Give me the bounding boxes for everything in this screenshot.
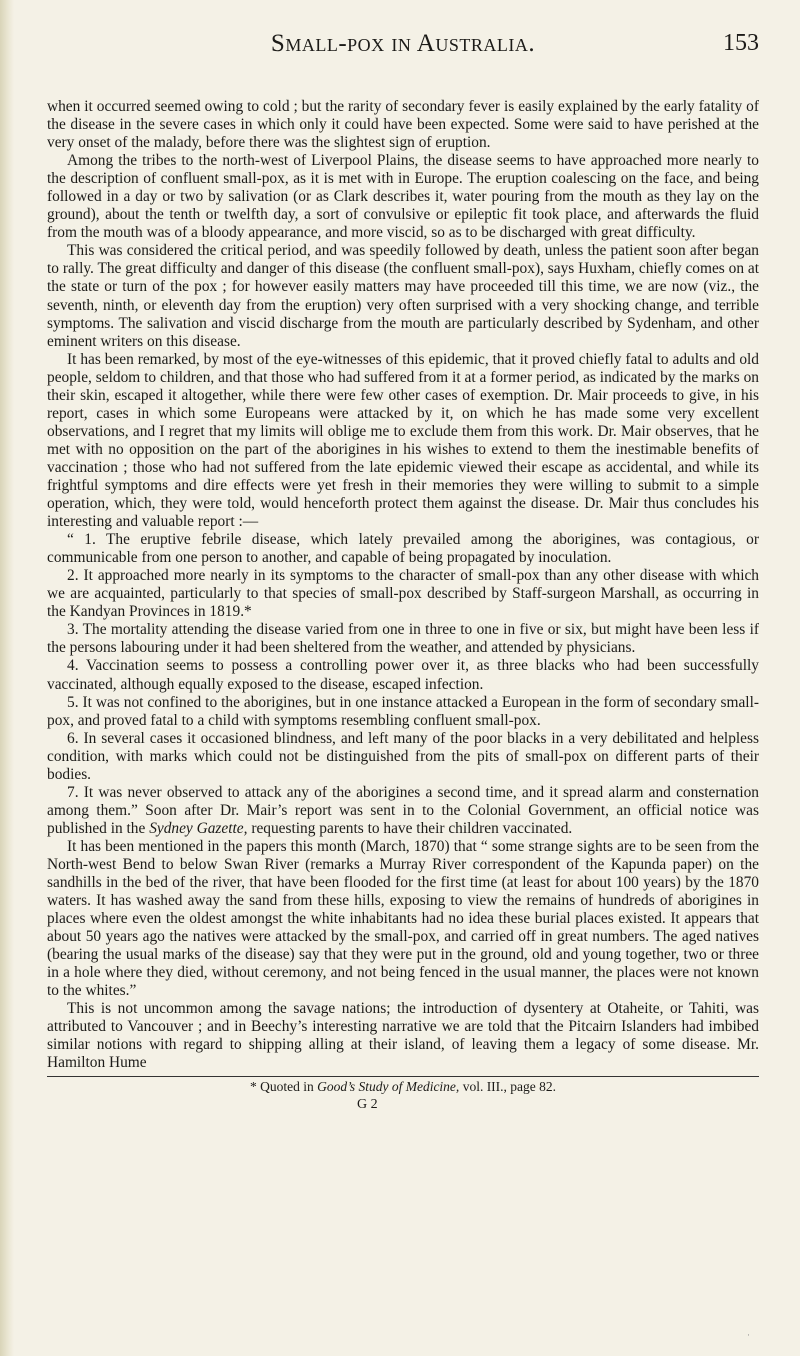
paragraph: It has been remarked, by most of the eye-witnesses of this epidemic, that it proved chiefly fatal to adults and old people, seldom to children, and that those who had suffered from it at a former period, as indicated by the marks on their skin, escaped it altogether, while there were few other cases of exemption. Dr. Mair proceeds to give, in his report, cases in which some Europeans were attacked by it, on which he has made some very excellent observations, and I regret that my limits will oblige me to exclude them from this work. Dr. Mair observes, that he met with no opposition on the part of the aborigines in his wishes to extend to them the inestimable benefits of vaccination ; those who had not suffered from the late epidemic viewed their escape as accidental, and while its frightful symptoms and dire effects were yet fresh in their memories they were willing to submit to a simple operation, which, they were told, would henceforth protect them against the disease. Dr. Mair thus concludes his interesting and valuable report :— xyxy=(47,350,759,531)
paragraph-text: 7. It was never observed to attack any of the aborigines a second time, and it spread alarm and consternation among them.” Soon after Dr. Mair’s report was sent in to the Colonial Government, an official notice was published in the xyxy=(47,783,759,837)
gazette-title: Sydney Gazette, xyxy=(149,819,248,837)
footnote-suffix: vol. III., page 82. xyxy=(459,1078,557,1094)
numbered-conclusion: 3. The mortality attending the disease varied from one in three to one in five or six, but might have been less if the persons labouring under it had been sheltered from the weather, and attended by physicians. xyxy=(47,621,759,657)
paragraph: This is not uncommon among the savage nations; the introduction of dysentery at Otaheite, or Tahiti, was attributed to Vancouver ; and in Beechy’s interesting narrative we are told that the Pitcairn Islanders had imbibed similar notions with regard to shipping alling at their island, of leaving them a legacy of some disease. Mr. Hamilton Hume xyxy=(47,1000,759,1072)
page-spine-shadow xyxy=(0,0,14,1356)
numbered-conclusion-gazette xyxy=(47,784,759,838)
paragraph: when it occurred seemed owing to cold ; but the rarity of secondary fever is easily explained by the early fatality of the disease in the severe cases in which only it could have been expected. Some were said to have perished at the very onset of the malady, before there was the slightest sign of eruption. xyxy=(47,98,759,152)
running-title: Small-pox in Australia. xyxy=(270,30,536,57)
numbered-conclusion: 2. It approached more nearly in its symptoms to the character of small-pox than any other disease with which we are acquainted, particularly to that species of small-pox described by Staff-surgeon Marshall, as occurring in the Kandyan Provinces in 1819.* xyxy=(47,567,759,621)
body-text xyxy=(47,98,759,1073)
stray-mark: · xyxy=(747,1330,750,1340)
book-page xyxy=(47,26,759,1113)
footnote-prefix: * Quoted in xyxy=(249,1078,318,1094)
running-head xyxy=(47,26,759,62)
paragraph: This was considered the critical period, and was speedily followed by death, unless the patient soon after began to rally. The great difficulty and danger of this disease (the confluent small-pox), says Huxham, chiefly comes on at the state or turn of the pox ; for however easily matters may have proceeded till this time, we are now (viz., the seventh, ninth, or eleventh day from the eruption) very often surprised with a very shocking change, and terrible symptoms. The salivation and viscid discharge from the mouth are particularly described by Sydenham, and other eminent writers on this disease. xyxy=(47,242,759,350)
paragraph-text: requesting parents to have their children vaccinated. xyxy=(247,819,573,837)
numbered-conclusion: 4. Vaccination seems to possess a controlling power over it, as three blacks who had been successfully vaccinated, although equally exposed to the disease, escaped infection. xyxy=(47,657,759,693)
footnote xyxy=(47,1079,759,1095)
signature-mark: G 2 xyxy=(357,1096,378,1112)
numbered-conclusion: 5. It was not confined to the aborigines, but in one instance attacked a European in the form of secondary small-pox, and proved fatal to a child with symptoms resembling confluent small-pox. xyxy=(47,693,759,729)
numbered-conclusion: “ 1. The eruptive febrile disease, which lately prevailed among the aborigines, was contagious, or communicable from one person to another, and capable of being propagated by inoculation. xyxy=(47,531,759,567)
footnote-source-title: Good’s Study of Medicine, xyxy=(317,1078,460,1094)
paragraph: Among the tribes to the north-west of Liverpool Plains, the disease seems to have approached more nearly to the description of confluent small-pox, as it is met with in Europe. The eruption coalescing on the face, and being followed in a day or two by salivation (or as Clark describes it, water pouring from the mouth as they lay on the ground), about the tenth or twelfth day, a sort of convulsive or epileptic fit took place, and afterwards the fluid from the mouth was of a bloody appearance, and more viscid, so as to be discharged with great difficulty. xyxy=(47,152,759,242)
paragraph: It has been mentioned in the papers this month (March, 1870) that “ some strange sights are to be seen from the North-west Bend to below Swan River (remarks a Murray River correspondent of the Kapunda paper) on the sandhills in the bed of the river, that have been flooded for the first time (at least for about 100 years) by the 1870 waters. It has washed away the sand from these hills, exposing to view the remains of hundreds of aborigines in places where even the oldest amongst the white inhabitants had no idea these burial places existed. It appears that about 50 years ago the natives were attacked by the small-pox, and carried off in great numbers. The aged natives (bearing the usual marks of the disease) say that they were put in the ground, old and young together, two or three in a hole where they died, without ceremony, and not being fenced in the usual manner, the places were not known to the whites.” xyxy=(47,837,759,1000)
footnote-rule xyxy=(47,1076,759,1077)
page-number: 153 xyxy=(723,30,759,56)
numbered-conclusion: 6. In several cases it occasioned blindness, and left many of the poor blacks in a very debilitated and helpless condition, with marks which could not be distinguished from the pits of small-pox on different parts of their bodies. xyxy=(47,729,759,783)
